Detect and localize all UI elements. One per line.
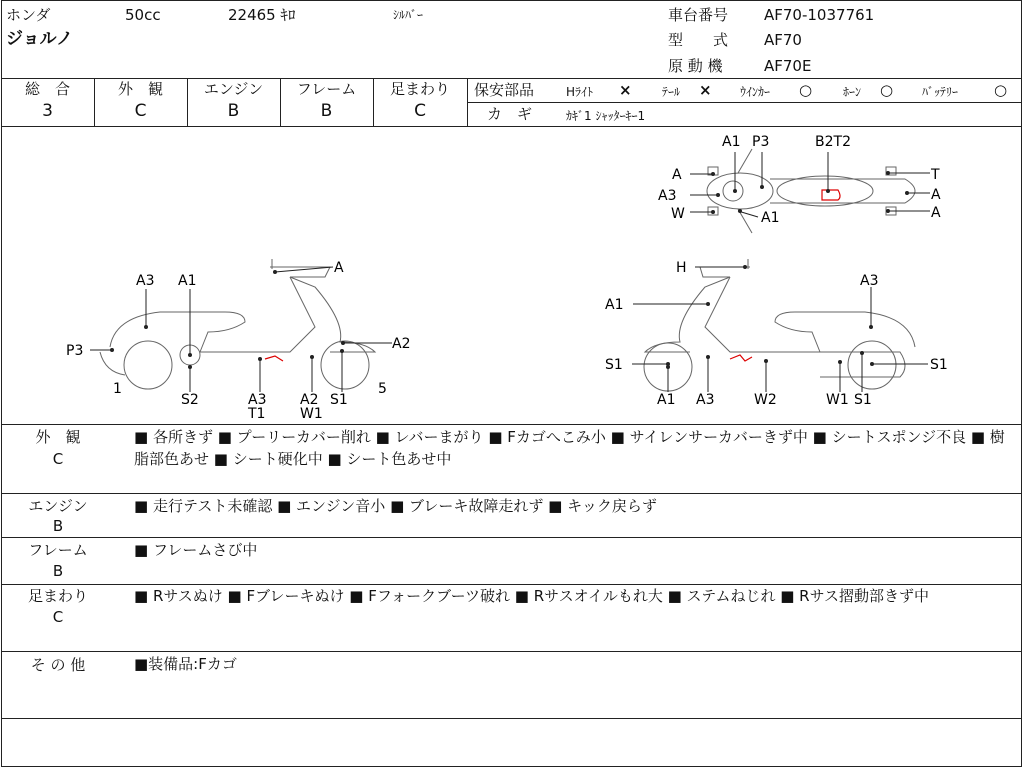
left-label-1: 1 [113,381,122,397]
key-label: カ ギ [487,105,533,123]
left-label-5: 5 [378,381,387,397]
left-label-a: A [334,260,344,276]
remark-text-other: ■装備品:Fカゴ [134,655,237,673]
right-label-w2: W2 [754,392,777,408]
grade-label-engine: エンジン [203,80,264,98]
safety-item-headlight: Hﾗｲﾄ [566,85,594,99]
grade-label-exterior: 外 観 [117,80,163,98]
grade-value-overall: 3 [42,101,53,121]
top-label-t: T [931,167,940,183]
left-label-t1: T1 [248,406,266,422]
remark-grade-engine: B [52,517,64,535]
engine-label: 原 動 機 [668,57,723,75]
remark-category-exterior: 外 観 [35,428,81,446]
divider [1,718,1022,719]
safety-item-winker: ｳｲﾝｶｰ [740,85,771,99]
grade-value-engine: B [227,101,240,121]
top-label-a-left: A [672,167,682,183]
left-label-s1: S1 [330,392,348,408]
remark-category-other: そ の 他 [30,656,86,674]
divider [1,537,1022,538]
displacement: 50cc [125,6,161,24]
top-label-a-right: A [931,187,941,203]
top-label-b2t2: B2T2 [815,134,851,150]
top-label-a1: A1 [722,134,741,150]
safety-mark-winker: ○ [799,81,813,99]
divider [1,78,1022,79]
left-label-a3: A3 [136,273,155,289]
damage-mark-seat-top [822,190,840,200]
damage-mark-left-frame [265,356,283,361]
top-label-p3: P3 [752,134,770,150]
right-label-a3-bottom: A3 [696,392,715,408]
type-value: AF70 [764,31,802,49]
right-label-s1-bottom: S1 [854,392,872,408]
grade-value-frame: B [320,101,333,121]
divider [1,651,1022,652]
grade-label-frame: フレーム [296,80,357,98]
remark-text-suspension: ■ Rサスぬけ ■ Fブレーキぬけ ■ Fフォークブーツ破れ ■ Rサスオイルもれ大 ■ ステムねじれ ■ Rサス摺動部きず中 [134,587,930,605]
divider [1,493,1022,494]
remark-grade-suspension: C [52,608,64,626]
damage-mark-right-frame [730,355,752,361]
safety-item-tail: ﾃｰﾙ [662,85,681,99]
remark-category-engine: エンジン [28,497,88,515]
top-label-a3: A3 [658,188,677,204]
left-label-w1: W1 [300,406,323,422]
left-label-a3-bottom: A3 [248,392,267,408]
right-label-h: H [676,260,687,276]
model-name: ジョルノ [6,29,73,49]
engine-value: AF70E [764,57,812,75]
right-label-a1: A1 [605,297,624,313]
right-label-s1-right: S1 [930,357,948,373]
divider [467,102,1022,103]
grade-label-suspension: 足まわり [389,80,450,98]
divider [467,78,468,126]
maker: ホンダ [6,6,51,24]
right-label-a1-bottom: A1 [657,392,676,408]
remark-text-exterior: ■ 各所きず ■ プーリーカバー削れ ■ レバーまがり ■ Fカゴへこみ小 ■ サイレンサーカバーきず中 ■ シートスポンジ不良 ■ 樹脂部色あせ ■ シート硬化中 ■ シート色あせ中 [134,428,1005,468]
safety-item-battery: ﾊﾞｯﾃﾘｰ [922,85,959,99]
top-label-a-right-bottom: A [931,205,941,221]
safety-mark-headlight: × [619,81,632,99]
key-value: ｶｷﾞ1 ｼｬｯﾀｰｷｰ1 [566,109,646,123]
left-label-a2-bottom: A2 [300,392,319,408]
safety-mark-horn: ○ [880,81,894,99]
left-label-s2: S2 [181,392,199,408]
remark-grade-frame: B [52,562,64,580]
remark-category-suspension: 足まわり [27,587,88,605]
right-label-s1-left: S1 [605,357,623,373]
left-label-p3: P3 [66,343,84,359]
grade-value-exterior: C [134,101,147,121]
mileage: 22465 ｷﾛ [228,6,296,24]
safety-mark-battery: ○ [994,81,1008,99]
remark-category-frame: フレーム [28,541,88,559]
damage-diagram [0,127,1024,424]
remark-grade-exterior: C [52,450,64,468]
top-label-a1-bottom: A1 [761,210,780,226]
scooter-top-view [707,149,915,233]
remark-text-engine: ■ 走行テスト未確認 ■ エンジン音小 ■ ブレーキ故障走れず ■ キック戻らず [134,497,657,515]
top-label-w: W [671,206,685,222]
type-label: 型 式 [668,31,729,49]
left-label-a1: A1 [178,273,197,289]
divider [1,424,1022,425]
left-label-a2: A2 [392,336,411,352]
frame-no-label: 車台番号 [668,6,729,24]
remark-text-frame: ■ フレームさび中 [134,541,258,559]
grade-value-suspension: C [414,101,426,121]
frame-no: AF70-1037761 [764,6,875,24]
color: ｼﾙﾊﾞｰ [393,8,424,22]
safety-item-horn: ﾎｰﾝ [843,85,862,99]
safety-mark-tail: × [699,81,712,99]
grade-label-overall: 総 合 [24,80,70,98]
right-label-a3: A3 [860,273,879,289]
right-label-w1: W1 [826,392,849,408]
safety-label: 保安部品 [474,81,535,99]
